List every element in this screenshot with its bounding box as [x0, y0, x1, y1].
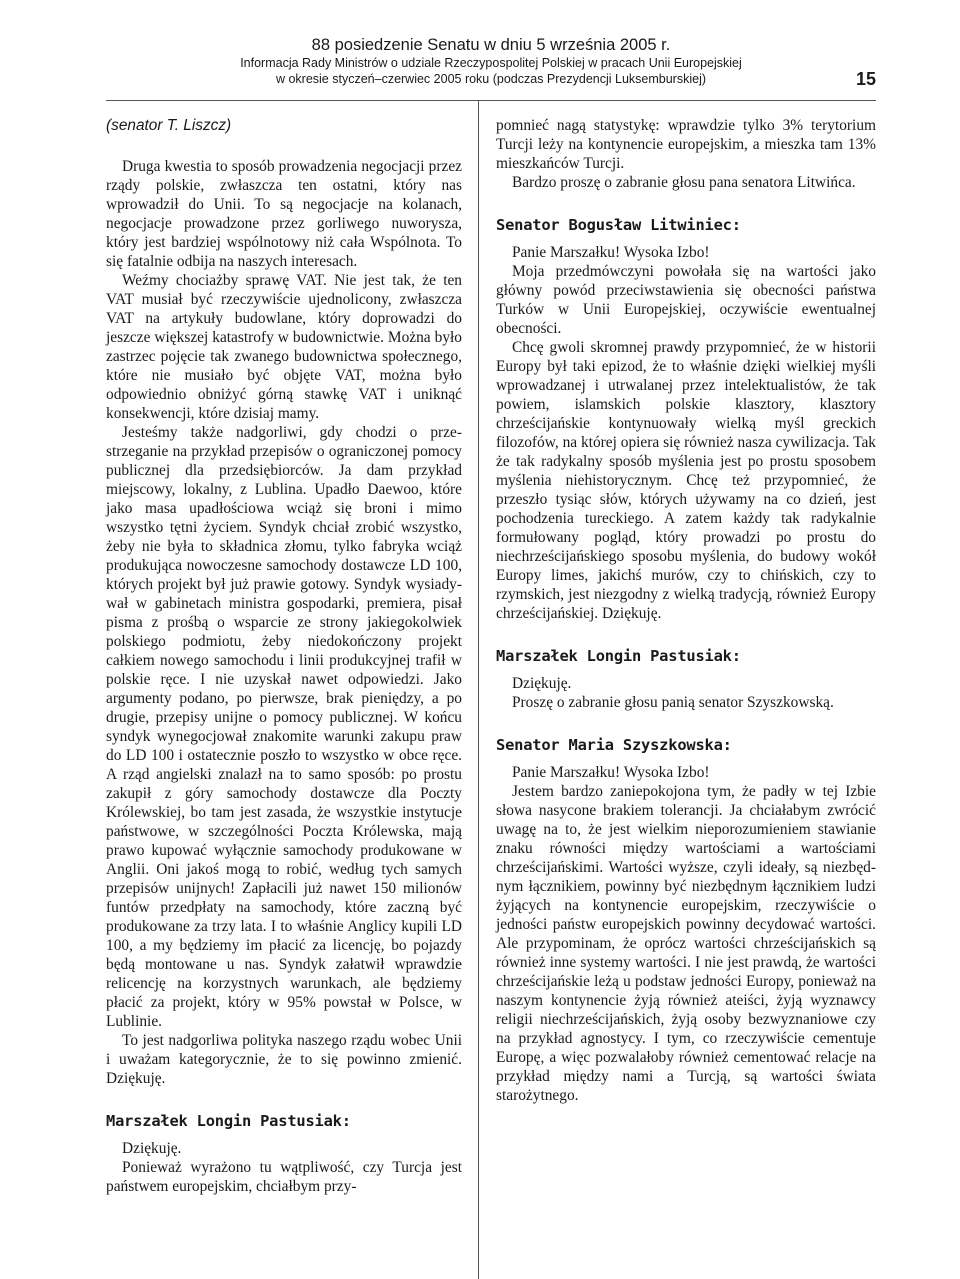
- paragraph: Weźmy chociażby sprawę VAT. Nie jest tak, że ten VAT musiał być rzeczywiście ujednolicony, zwłaszcza VAT na artykuły budowlane, który doprowadzi do jeszcze większej katastrofy w budownictwie. Można było zastrzec pojęcie tak zwanego budownictwa społecznego, które nie musiało być objęte VAT, można było odpowiednio obniżyć górną stawkę VAT i uniknąć konsekwencji, które dzisiaj mamy.: [106, 272, 462, 422]
- paragraph: Panie Marszałku! Wysoka Izbo!: [512, 244, 710, 261]
- speaker-note: (senator T. Liszcz): [106, 117, 232, 134]
- paragraph: Ponieważ wyrażono tu wątpliwość, czy Turcja jest państwem europejskim, chciałbym przy-: [106, 1159, 462, 1195]
- page-number: 15: [855, 69, 876, 89]
- header-subtitle-line-2: w okresie styczeń–czerwiec 2005 roku (podczas Prezydencji Luksemburskiej): [275, 72, 707, 86]
- column-divider: [478, 100, 479, 1279]
- header-rule: [106, 100, 876, 101]
- left-column: [106, 116, 462, 1196]
- speaker-heading-pastusiak: Marszałek Longin Pastusiak:: [496, 647, 741, 665]
- paragraph: Dziękuję.: [122, 1140, 182, 1157]
- header-subtitle-line-1: Informacja Rady Ministrów o udziale Rzeczypospolitej Polskiej w pracach Unii Europejskiej: [240, 56, 742, 70]
- speaker-heading-pastusiak: Marszałek Longin Pastusiak:: [106, 1112, 351, 1130]
- paragraph: Jesteśmy także nadgorliwi, gdy chodzi o przestrzeganie na przykład przepisów o ograniczonej pomocy publicznej dla przedsiębiorców. Ja dam przykład miejscowy, lokalny, z Lublina. Upadło Daewoo, które jako masa upadłościowa wciąż się broni i mimo wszystko tętni życiem. Syndyk chciał zrobić wszystko, żeby nie była to składnica złomu, tylko fabryka wciąż produkująca nowoczesne samochody dostawcze LD 100, których projekt był już prawie gotowy. Syndyk wysiadywał w gabinetach ministra gospodarki, premiera, pisał pisma z prośbą o wsparcie ze strony jakiegokolwiek polskiego podmiotu, żeby niedokończony projekt całkiem nowego samochodu i linii produkcyjnej trafił w polskie ręce. I nie uzyskał nawet odpowiedzi. Jako argumenty podano, po pierwsze, brak pieniędzy, a po drugie, przepisy unijne o pomocy publicznej. W końcu syndyk wynegocjował znakomite warunki zakupu praw do LD 100 i ostatecznie poszło to wszystko w obce ręce. A rząd angielski znalazł na to samo sposób: po prostu zakupił z góry samochody dostawcze dla Poczty Królewskiej, bo tam jest zasada, że wszystkie instytucje państwowe, w szczególności Poczta Królewska, mają prawo kupować wyłącznie samochody produkowane w Anglii. Oni jakoś mogą to robić, według tych samych przepisów unijnych! Zapłacili już nawet 150 milionów funtów przedpłaty na samochody, które zaczną być produkowane za trzy lata. I to właśnie Anglicy kupili LD 100, a my będziemy im płacić za licencję, bo pojazdy będą montowane u nas. Syndyk załatwił wprawdzie relicencję na korzystnych warunkach, ale będziemy płacić za projekt, który w 95% powstał w Polsce, w Lublinie.: [106, 424, 462, 1030]
- paragraph: Druga kwestia to sposób prowadzenia negocjacji przez rządy polskie, zwłaszcza ten ostatni, który nas wprowadził do Unii. To są negocjacje na kolanach, negocjacje prowadzone przez gorliwego nuworysza, który jest bardziej wspólnotowy niż cała Wspólnota. To się fatalnie odbija na naszych interesach.: [106, 158, 462, 270]
- paragraph: Dziękuję.: [512, 675, 572, 692]
- right-column: [496, 116, 876, 1105]
- paragraph: Proszę o zabranie głosu panią senator Szyszkowską.: [512, 694, 834, 711]
- paragraph: Bardzo proszę o zabranie głosu pana senatora Litwińca.: [512, 174, 856, 191]
- paragraph-continuation: pomnieć nagą statystykę: wprawdzie tylko 3% terytorium Turcji leży na kontynencie europejskim, a mieszka tam 13% mieszkańców Turcji.: [496, 117, 876, 172]
- speaker-heading-litwiniec: Senator Bogusław Litwiniec:: [496, 216, 741, 234]
- paragraph: To jest nadgorliwa polityka naszego rządu wobec Unii i uważam kategorycznie, że to się powinno zmienić. Dziękuję.: [106, 1032, 462, 1087]
- paragraph: Moja przedmówczyni powołała się na wartości jako główny powód przeciwstawienia się obecności państwa Turków w Unii Europejskiej, oczywiście ewentualnej obecności.: [496, 263, 876, 337]
- paragraph: Panie Marszałku! Wysoka Izbo!: [512, 764, 710, 781]
- page-header: [106, 36, 876, 96]
- session-title: 88 posiedzenie Senatu w dniu 5 września 2005 r.: [311, 36, 671, 54]
- speaker-heading-szyszkowska: Senator Maria Szyszkowska:: [496, 736, 732, 754]
- paragraph: Chcę gwoli skromnej prawdy przypomnieć, że w historii Europy był taki epizod, że to właśnie dzięki wielkiej myśli wprowadzanej i utrwalanej przez intelektualistów, że tak powiem, islamskich polskie klasztory, klasztory chrześcijańskie kontynuowały wielką myśl greckich filozofów, na której opiera się również nasza cywilizacja. Tak że tak radykalny sposób myślenia jest po prostu sposobem myślenia niehistorycznym. Chcę też przypomnieć, że przeszło tysiąc słów, których używamy na co dzień, jest pochodzenia tureckiego. A zatem każdy tak radykalnie formułowany pogląd, który prowadzi po prostu do niechrześcijańskiego sposobu myślenia, do budowy wokół Europy limes, jakichś murów, czy to chińskich, czy to rzymskich, jest niezgodny z wielką tradycją, również Europy chrześcijańskiej. Dziękuję.: [496, 339, 876, 622]
- paragraph: Jestem bardzo zaniepokojona tym, że padły w tej Izbie słowa nasycone brakiem tolerancji. Ja chciałabym zwrócić uwagę na to, że jest wielkim nieporozumieniem stawianie znaku równości między wartościami a wartościami chrześcijańskimi. Wartości wyższe, czyli ideały, są niezbędnym łącznikiem, powinny być niezbędnym łącznikiem ludzi żyjących na kontynencie europejskim, rzeczywiście o jedności państw europejskich powinny decydować wartości. Ale przypominam, że oprócz wartości chrześcijańskich są również inne systemy wartości. I nie jest prawdą, że wartości chrześcijańskie leżą u podstaw jedności Europy, ponieważ na naszym kontynencie żyją również ateiści, żyją wyznawcy religii niechrześcijańskich, żyją osoby bezwyznaniowe czy na przykład agnostycy. I tym, co rzeczywiście cementuje Europę, a więc pozwalałoby również cementować relacje na przykład między nami a Turcją, są wartości świata starożytnego.: [496, 783, 876, 1104]
